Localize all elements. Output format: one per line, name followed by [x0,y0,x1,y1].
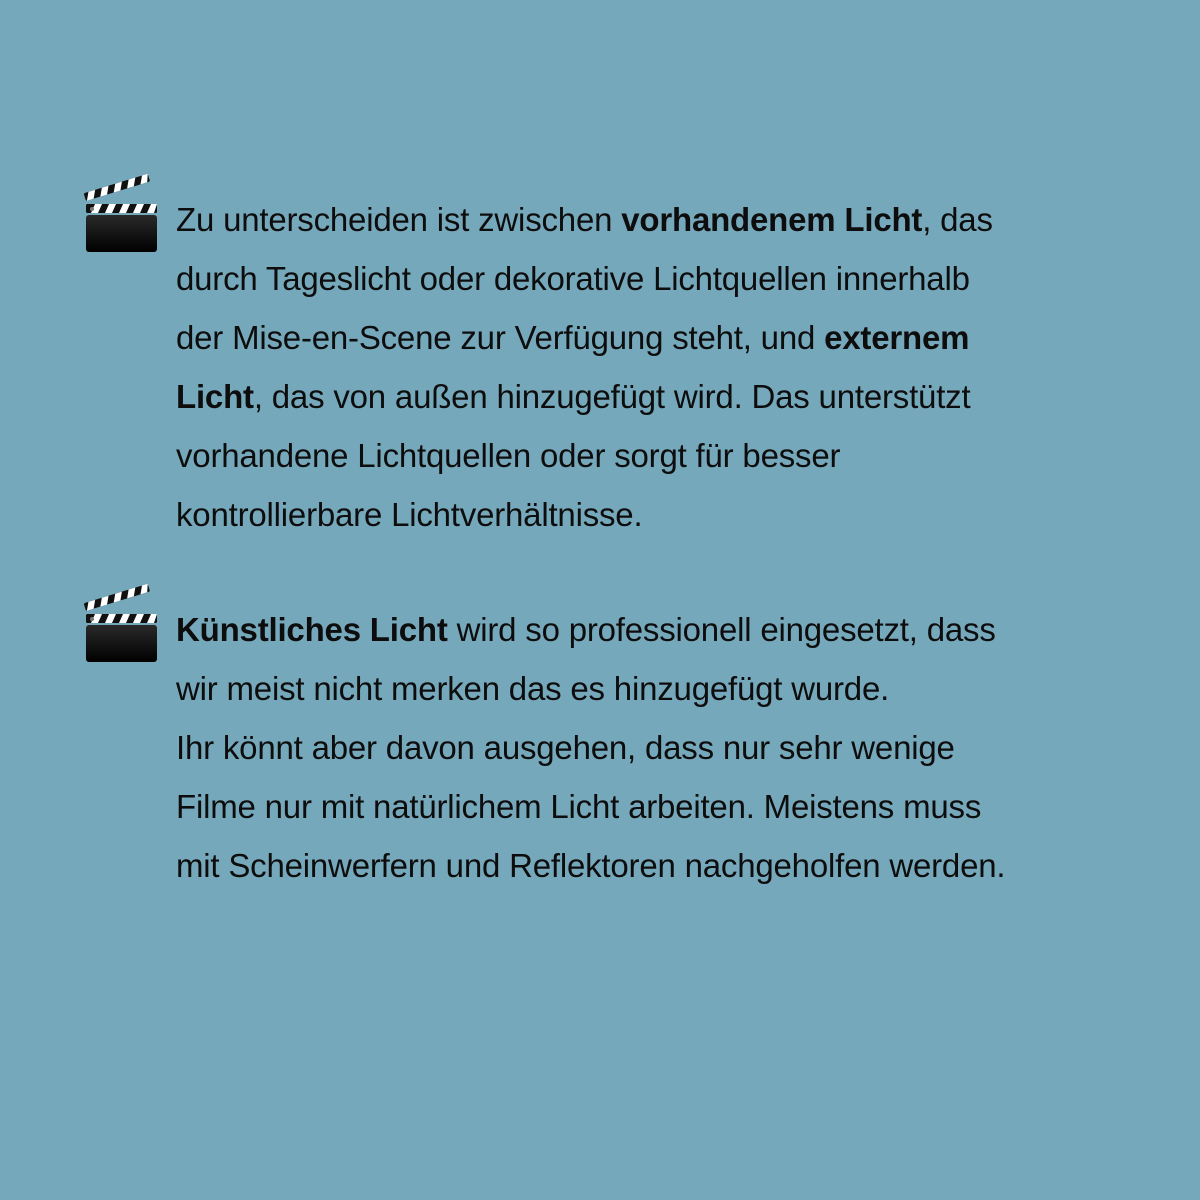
text-run: durch Tageslicht oder dekorative Lichtquellen innerhalb [176,260,970,297]
text-run: der Mise-en-Scene zur Verfügung steht, und [176,319,825,356]
text-run: Filme nur mit natürlichem Licht arbeiten. Meistens muss [176,788,982,825]
text-line [176,308,1116,367]
text-run: wird so professionell eingesetzt, dass [447,611,996,648]
text-line [176,836,1116,895]
text-run: , das von außen hinzugefügt wird. Das unterstützt [253,378,971,415]
clapperboard-icon [82,174,158,254]
text-line [176,367,1116,426]
text-line [176,190,1116,249]
text-run: kontrollierbare Lichtverhältnisse. [176,496,643,533]
text-run: mit Scheinwerfern und Reflektoren nachgeholfen werden. [176,847,1006,884]
bold-text-run: vorhandenem Licht [621,201,923,238]
text-run: Zu unterscheiden ist zwischen [176,201,622,238]
text-line [176,485,1116,544]
text-line [176,659,1116,718]
text-line [176,777,1116,836]
text-run: Ihr könnt aber davon ausgehen, dass nur sehr wenige [176,729,955,766]
text-line [176,600,1116,659]
clapperboard-icon [82,584,158,664]
bold-text-run: Licht [176,378,254,415]
text-run: vorhandene Lichtquellen oder sorgt für besser [176,437,841,474]
bold-text-run: Künstliches Licht [176,611,448,648]
paragraph-text [176,600,1116,895]
text-line [176,249,1116,308]
bold-text-run: externem [824,319,970,356]
text-run: , das [922,201,993,238]
text-run: wir meist nicht merken das es hinzugefügt wurde. [176,670,890,707]
paragraph-text [176,190,1116,544]
text-line [176,718,1116,777]
text-line [176,426,1116,485]
